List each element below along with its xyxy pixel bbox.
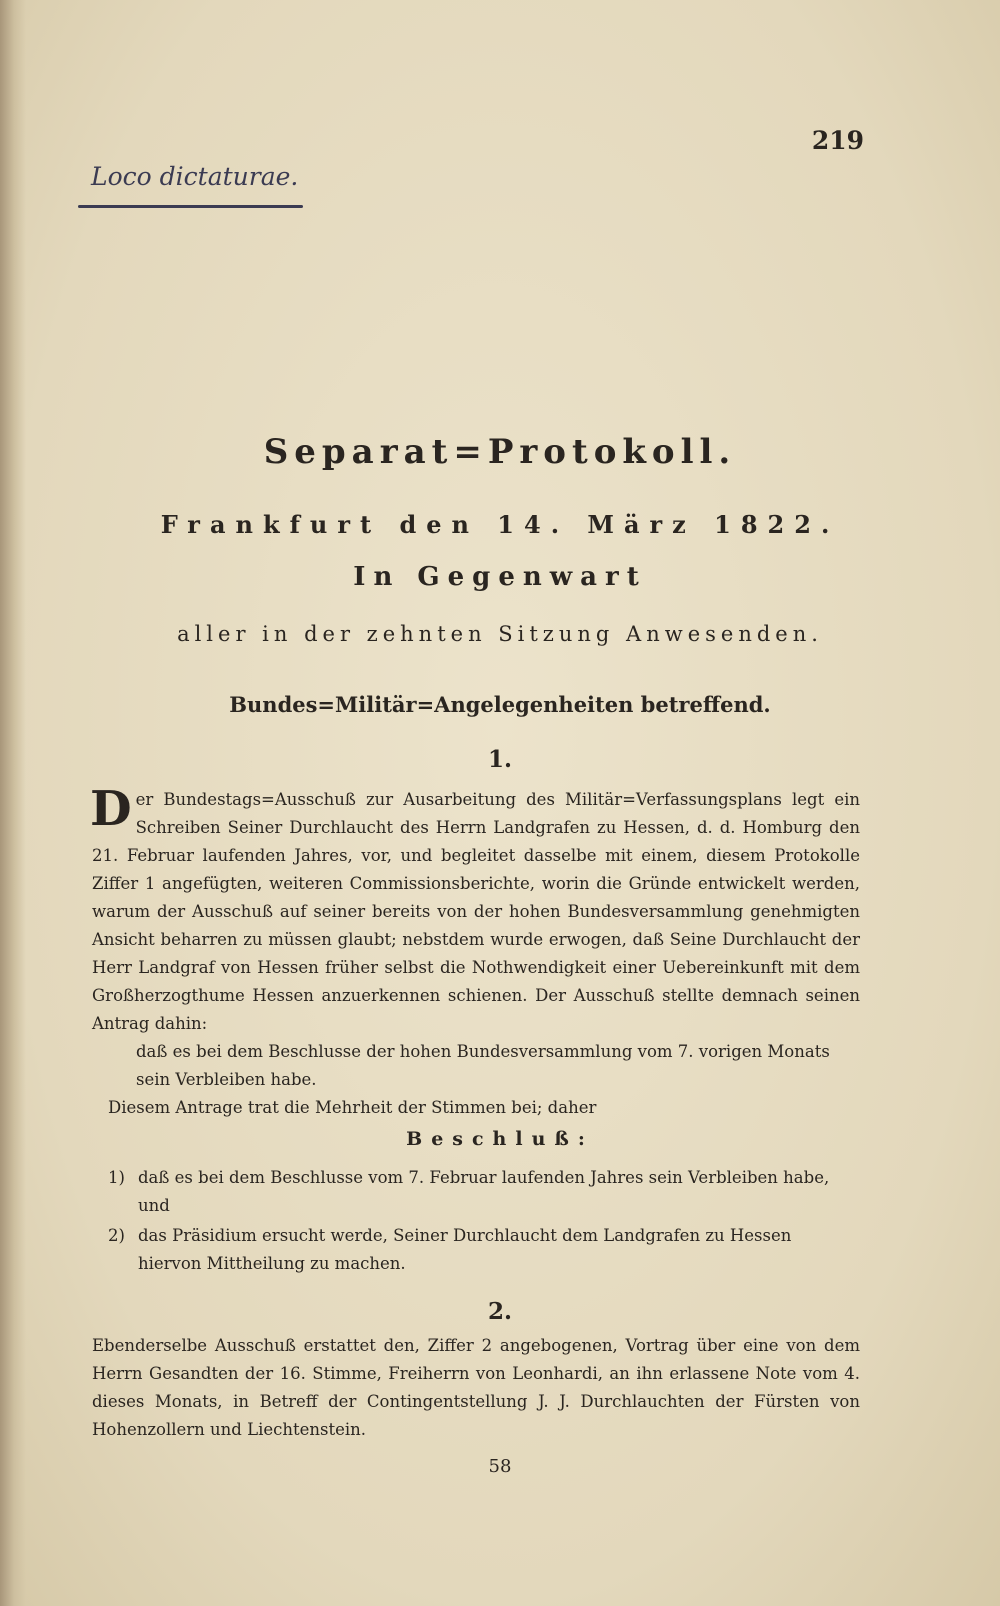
- decision-item: [108, 1222, 860, 1278]
- subject-line: Bundes=Militär=Angelegenheiten betreffend.: [229, 692, 771, 717]
- decision-heading: Beschluß:: [406, 1128, 594, 1150]
- vote-line: Diesem Antrage trat die Mehrheit der Stimmen bei; daher: [108, 1098, 597, 1117]
- page-number: 219: [811, 126, 864, 155]
- section-number-2: 2.: [487, 1298, 512, 1325]
- stamp-underline: [78, 205, 303, 208]
- place-date: Frankfurt den 14. März 1822.: [160, 510, 840, 539]
- attendees-line: aller in der zehnten Sitzung Anwesenden.: [177, 622, 823, 646]
- section-number-1: 1.: [487, 746, 512, 773]
- signature-mark: 58: [488, 1456, 512, 1477]
- decision-item: [108, 1164, 860, 1220]
- decision-item-text: daß es bei dem Beschlusse vom 7. Februar laufenden Jahres sein Verbleiben habe, und: [138, 1168, 830, 1215]
- section-2-paragraph: Ebenderselbe Ausschuß erstattet den, Ziffer 2 angebogenen, Vortrag über eine von dem Herrn Gesandten der 16. Stimme, Freiherrn von Leonhardi, an ihn erlassene Note vom 4. dieses Monats, in Betreff der Contingentstellung J. J. Durchlauchten der Fürsten von Hohenzollern und Liechtenstein.: [92, 1336, 860, 1439]
- decision-item-number: 1): [108, 1168, 125, 1187]
- decision-item-number: 2): [108, 1226, 125, 1245]
- proposal-quote: daß es bei dem Beschlusse der hohen Bundesversammlung vom 7. vorigen Monats sein Verbleiben habe.: [136, 1042, 830, 1089]
- document-title: Separat=Protokoll.: [263, 432, 737, 472]
- section-1-paragraph: [90, 781, 860, 1038]
- decision-item-text: das Präsidium ersucht werde, Seiner Durchlaucht dem Landgrafen zu Hessen hiervon Mittheilung zu machen.: [138, 1226, 792, 1273]
- drop-cap: D: [90, 781, 132, 837]
- section-1-text: er Bundestags=Ausschuß zur Ausarbeitung des Militär=Verfassungsplans legt ein Schreiben Seiner Durchlaucht des Herrn Landgrafen zu Hessen, d. d. Homburg den 21. Februar laufenden Jahres, vor, und begleitet dasselbe mit einem, diesem Protokolle Ziffer 1 angefügten, weiteren Commissionsberichte, worin die Gründe entwickelt werden, warum der Ausschuß auf seiner bereits von der hohen Bundesversammlung genehmigten Ansicht beharren zu müssen glaubt; nebstdem wurde erwogen, daß Seine Durchlaucht der Herr Landgraf von Hessen früher selbst die Nothwendigkeit einer Uebereinkunft mit dem Großherzogthume Hessen anzuerkennen schienen. Der Ausschuß stellte demnach seinen Antrag dahin:: [92, 790, 860, 1033]
- page-binding-edge: [0, 0, 26, 1606]
- loco-dictaturae-stamp: Loco dictaturae.: [91, 162, 299, 191]
- presence-heading: In Gegenwart: [353, 562, 647, 592]
